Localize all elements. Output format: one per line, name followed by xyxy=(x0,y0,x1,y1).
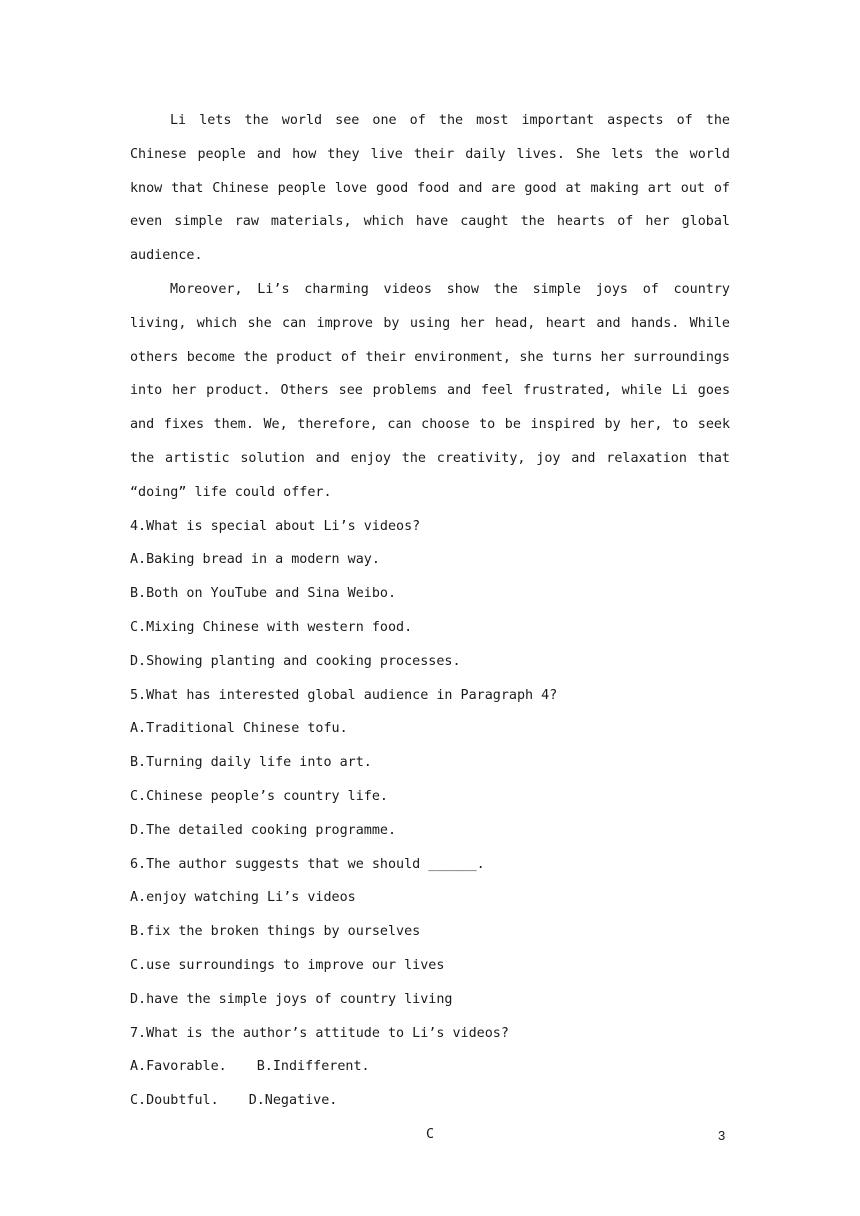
question-5-option-a: A.Traditional Chinese tofu. xyxy=(130,721,348,737)
page-content xyxy=(130,104,730,1152)
question-6-option-c: C.use surroundings to improve our lives xyxy=(130,957,445,973)
passage-paragraph-2: Moreover, Li’s charming videos show the simple joys of country living, which she can improve by using her head, heart and hands. While others become the product of their environment, she turns her surroundings into her product. Others see problems and feel frustrated, while Li goes and fixes them. We, therefore, can choose to be inspired by her, to seek the artistic solution and enjoy the creativity, joy and relaxation that “doing” life could offer. xyxy=(130,281,730,500)
question-7-stem: 7.What is the author’s attitude to Li’s videos? xyxy=(130,1025,509,1041)
question-4-option-c: C.Mixing Chinese with western food. xyxy=(130,619,413,635)
question-6-stem: 6.The author suggests that we should ______. xyxy=(130,856,485,872)
passage-paragraph-1: Li lets the world see one of the most important aspects of the Chinese people and how they live their daily lives. She lets the world know that Chinese people love good food and are good at making art out of even simple raw materials, which have caught the hearts of her global audience. xyxy=(130,113,730,264)
section-label: C xyxy=(425,1126,435,1142)
question-4-option-a: A.Baking bread in a modern way. xyxy=(130,552,380,568)
question-7-option-a: A.Favorable. xyxy=(130,1059,227,1075)
question-5-option-b: B.Turning daily life into art. xyxy=(130,755,372,771)
question-5-option-c: C.Chinese people’s country life. xyxy=(130,788,388,804)
question-4-option-b: B.Both on YouTube and Sina Weibo. xyxy=(130,586,397,602)
question-7-options-row-2 xyxy=(130,1084,730,1118)
question-7-option-b: B.Indifferent. xyxy=(256,1059,370,1075)
question-5-option-d: D.The detailed cooking programme. xyxy=(130,822,397,838)
page-number: 3 xyxy=(718,1128,726,1143)
question-6-option-d: D.have the simple joys of country living xyxy=(130,991,453,1007)
question-7-options-row-1 xyxy=(130,1050,730,1084)
question-5-stem: 5.What has interested global audience in Paragraph 4? xyxy=(130,687,558,703)
question-4-option-d: D.Showing planting and cooking processes. xyxy=(130,653,461,669)
question-6-option-b: B.fix the broken things by ourselves xyxy=(130,924,421,940)
question-6-option-a: A.enjoy watching Li’s videos xyxy=(130,890,356,906)
question-4-stem: 4.What is special about Li’s videos? xyxy=(130,518,421,534)
question-7-option-d: D.Negative. xyxy=(248,1093,338,1109)
question-7-option-c: C.Doubtful. xyxy=(130,1093,219,1109)
